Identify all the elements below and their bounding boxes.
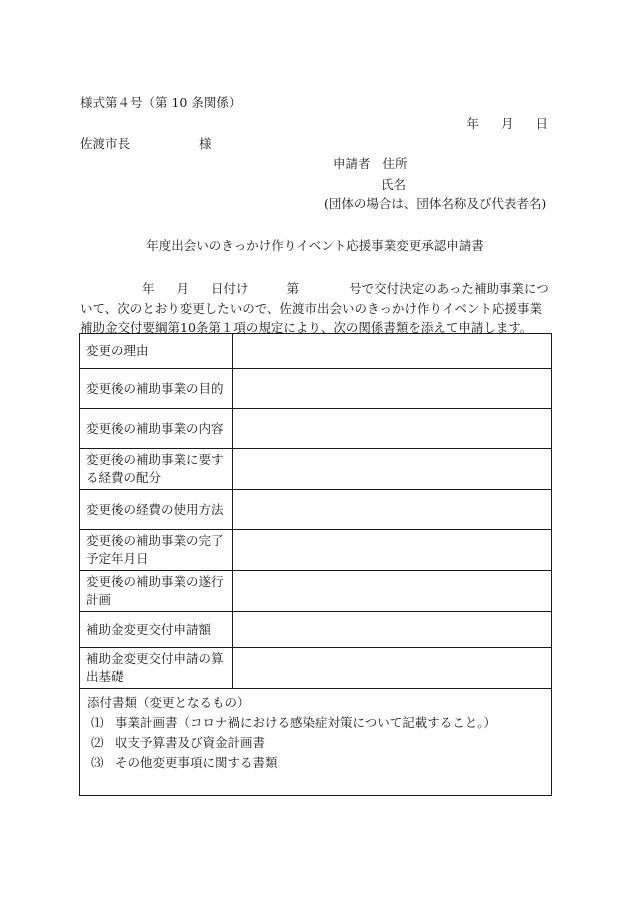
applicant-name-label: 氏名 — [381, 177, 407, 192]
honorific: 様 — [199, 136, 212, 151]
table-row — [80, 490, 552, 530]
attachment-item — [87, 753, 544, 773]
row-label: 変更の理由 — [80, 334, 233, 369]
attachment-number: ⑶ — [91, 755, 104, 770]
attachments-row — [80, 689, 552, 796]
table-row — [80, 369, 552, 409]
application-form-table — [79, 333, 552, 796]
row-value-field[interactable] — [233, 449, 552, 490]
attachment-item — [87, 713, 544, 733]
attachment-number: ⑵ — [91, 735, 104, 750]
body-no-prefix: 第 — [286, 281, 300, 296]
row-value-field[interactable] — [233, 369, 552, 409]
addressee — [80, 138, 212, 151]
attachment-text: 事業計画書（コロナ禍における感染症対策について記載すること。） — [115, 715, 497, 730]
table-row — [80, 571, 552, 612]
table-row — [80, 612, 552, 648]
table-row — [80, 530, 552, 571]
table-row — [80, 648, 552, 689]
body-text: 号で交付決定のあった補助事業について、次のとおり変更したいので、佐渡市出会いのきっかけ作りイベント応援事業補助金交付要綱第10条第１項の規定により、次の関係書類を添えて申請します。 — [80, 281, 549, 335]
row-label: 変更後の補助事業の内容 — [80, 409, 233, 449]
row-value-field[interactable] — [233, 334, 552, 369]
table-row — [80, 409, 552, 449]
date-month: 月 — [500, 116, 514, 131]
attachment-number: ⑴ — [91, 715, 104, 730]
applicant-address-line — [333, 158, 408, 171]
attachment-item — [87, 733, 544, 753]
table-row — [80, 334, 552, 369]
row-label: 変更後の経費の使用方法 — [80, 490, 233, 530]
attachment-text: 収支予算書及び資金計画書 — [115, 735, 266, 750]
row-value-field[interactable] — [233, 612, 552, 648]
body-day-ref: 日付け — [211, 281, 249, 296]
body-year: 年 — [142, 281, 155, 296]
row-label: 補助金変更交付申請額 — [80, 612, 233, 648]
row-label: 変更後の補助事業に要する経費の配分 — [80, 449, 233, 490]
body-month: 月 — [176, 281, 190, 296]
document-title: 年度出会いのきっかけ作りイベント応援事業変更承認申請書 — [146, 238, 484, 253]
date-day: 日 — [535, 116, 548, 131]
address-label: 住所 — [382, 156, 408, 171]
row-label: 変更後の補助事業の遂行計画 — [80, 571, 233, 612]
attachments-title: 添付書類（変更となるもの） — [87, 695, 250, 710]
row-value-field[interactable] — [233, 648, 552, 689]
form-number: 様式第４号（第 10 条関係） — [80, 95, 242, 110]
addressee-name: 佐渡市長 — [80, 136, 131, 151]
date-line — [466, 118, 548, 131]
attachments-cell — [80, 689, 552, 796]
row-label: 変更後の補助事業の目的 — [80, 369, 233, 409]
body-paragraph — [80, 279, 552, 338]
applicant-note: (団体の場合は、団体名称及び代表者名) — [324, 196, 547, 211]
attachment-text: その他変更事項に関する書類 — [115, 755, 278, 770]
row-label: 変更後の補助事業の完了予定年月日 — [80, 530, 233, 571]
applicant-label: 申請者 — [333, 156, 371, 171]
row-value-field[interactable] — [233, 409, 552, 449]
row-value-field[interactable] — [233, 571, 552, 612]
date-year: 年 — [466, 116, 479, 131]
table-row — [80, 449, 552, 490]
row-label: 補助金変更交付申請の算出基礎 — [80, 648, 233, 689]
row-value-field[interactable] — [233, 490, 552, 530]
row-value-field[interactable] — [233, 530, 552, 571]
